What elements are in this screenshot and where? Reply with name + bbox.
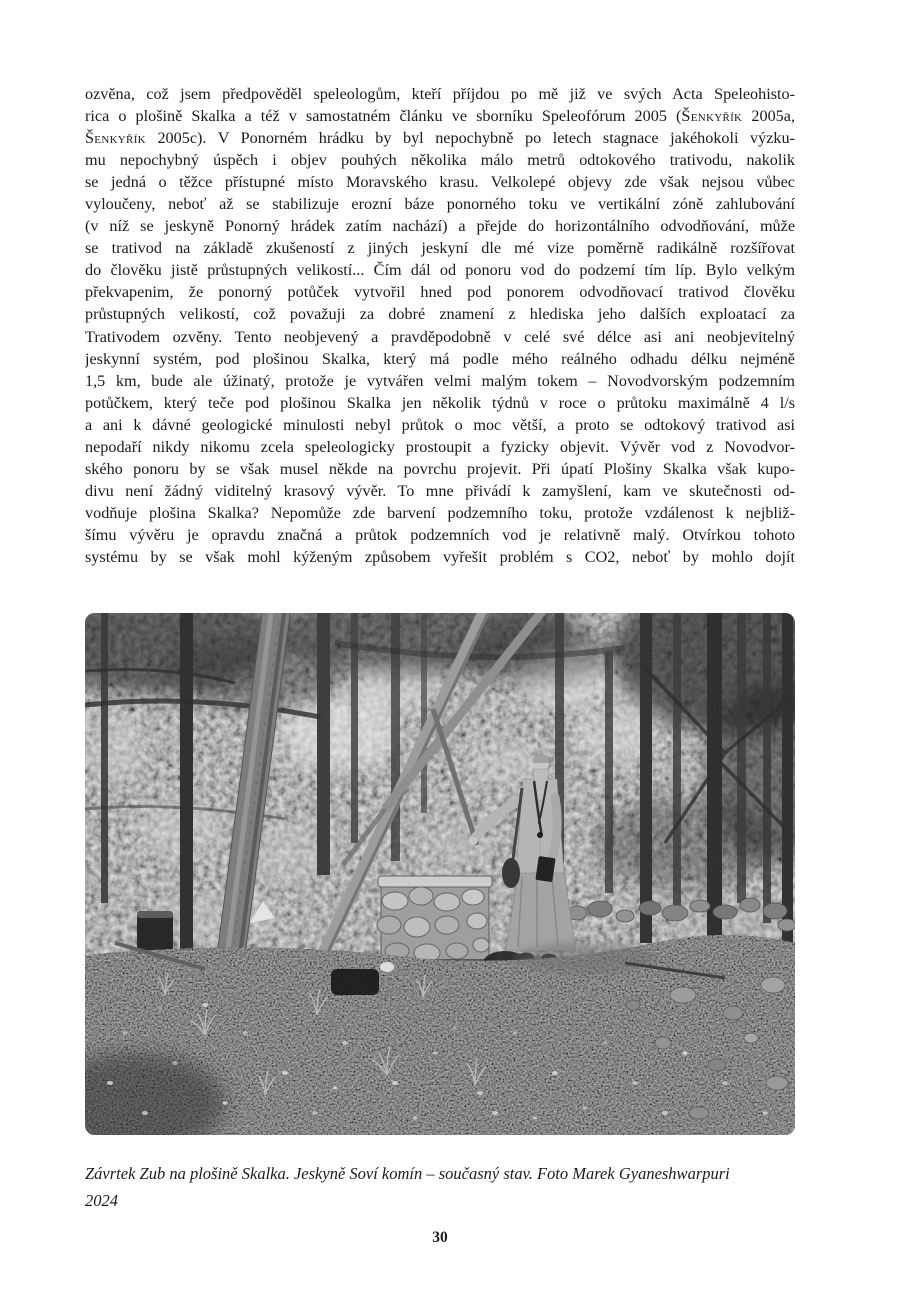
paragraph-line: systému by se však mohl kýženým způsobem vyřešit problém s CO2, neboť by mohlo dojít xyxy=(85,547,795,566)
figure-caption xyxy=(85,1160,795,1214)
paragraph-line: do člověku jistě průstupných velikostí... Čím dál od ponoru vod do podzemí tím líp. Bylo velkým xyxy=(85,261,795,280)
body-paragraph xyxy=(85,83,795,568)
caption-line-1: Závrtek Zub na plošině Skalka. Jeskyně Soví komín – současný stav. Foto Marek Gyaneshwarpuri xyxy=(85,1164,730,1183)
caption-line-2: 2024 xyxy=(85,1191,118,1210)
paragraph-line: mu nepochybný úspěch i objev pouhých několika málo metrů odtokového trativodu, nakolik xyxy=(85,151,795,170)
paragraph-line: 1,5 km, bude ale úžinatý, protože je vytvářen velmi malým tokem – Novodvorským podzemním xyxy=(85,371,795,390)
page-number: 30 xyxy=(432,1229,448,1246)
paragraph-line: nepodaří nikdy nikomu zcela speleologicky prostoupit a fyzicky objevit. Vývěr vod z Novodvor- xyxy=(85,437,795,456)
paragraph-line: divu není žádný viditelný krasový vývěr. To mne přivádí k zamyšlení, kam ve skutečnosti od- xyxy=(85,481,795,500)
paragraph-line: rica o plošině Skalka a též v samostatném článku ve sborníku Speleofórum 2005 (Šenkyřík 2005a, xyxy=(85,107,795,126)
paragraph-line: vodňuje plošina Skalka? Nepomůže zde barvení podzemního toku, protože vzdálenost k nejbliž- xyxy=(85,503,795,522)
paragraph-line: ského ponoru by se však musel někde na povrchu projevit. Při úpatí Plošiny Skalka však kupo- xyxy=(85,459,795,478)
figure-photo xyxy=(85,613,795,1135)
forest-photo-illustration xyxy=(85,613,795,1135)
paragraph-line: překvapenim, že ponorný potůček vytvořil hned pod ponorem odvodňovací trativod člověku xyxy=(85,283,795,302)
paragraph-line: Šenkyřík 2005c). V Ponorném hrádku by byl nepochybně po letech stagnace jakéhokoli výzku- xyxy=(85,129,795,148)
paragraph-line: průstupných velikostí, což považuji za dobré znamení z hlediska jeho dalších exploatací za xyxy=(85,305,795,324)
paragraph-line: vyloučeny, neboť až se stabilizuje erozní báze ponorného toku ve vertikální zóně zahlubování xyxy=(85,195,795,214)
paragraph-line: se jedná o těžce přístupné místo Moravského krasu. Velkolepé objevy zde však nejsou vůbec xyxy=(85,173,795,192)
photo-grain-overlay xyxy=(85,613,795,1135)
paragraph-line: se trativod na základě zkušeností z jiných jeskyní dle mé vize poměrně radikálně rozšířovat xyxy=(85,239,795,258)
paragraph-line: potůčkem, který teče pod plošinou Skalka jen několik týdnů v roce o průtoku maximálně 4 l/s xyxy=(85,393,795,412)
paragraph-line: jeskynní systém, pod plošinou Skalka, který má podle mého reálného odhadu délku nejméně xyxy=(85,349,795,368)
paragraph-line: (v níž se jeskyně Ponorný hrádek zatím nachází) a přejde do horizontálního odvodňování, může xyxy=(85,217,795,236)
paragraph-line: šímu vývěru je opravdu značná a průtok podzemních vod je relativně malý. Otvírkou tohoto xyxy=(85,525,795,544)
paragraph-line: a ani k dávné geologické minulosti nebyl průtok o moc větší, a proto se odtokový trativod asi xyxy=(85,415,795,434)
paragraph-line: ozvěna, což jsem předpověděl speleologům, kteří příjdou po mě již ve svých Acta Speleohisto- xyxy=(85,85,795,103)
paragraph-line: Trativodem ozvěny. Tento neobjevený a pravděpodobně v celé své délce asi ani neobjevitelný xyxy=(85,327,795,346)
